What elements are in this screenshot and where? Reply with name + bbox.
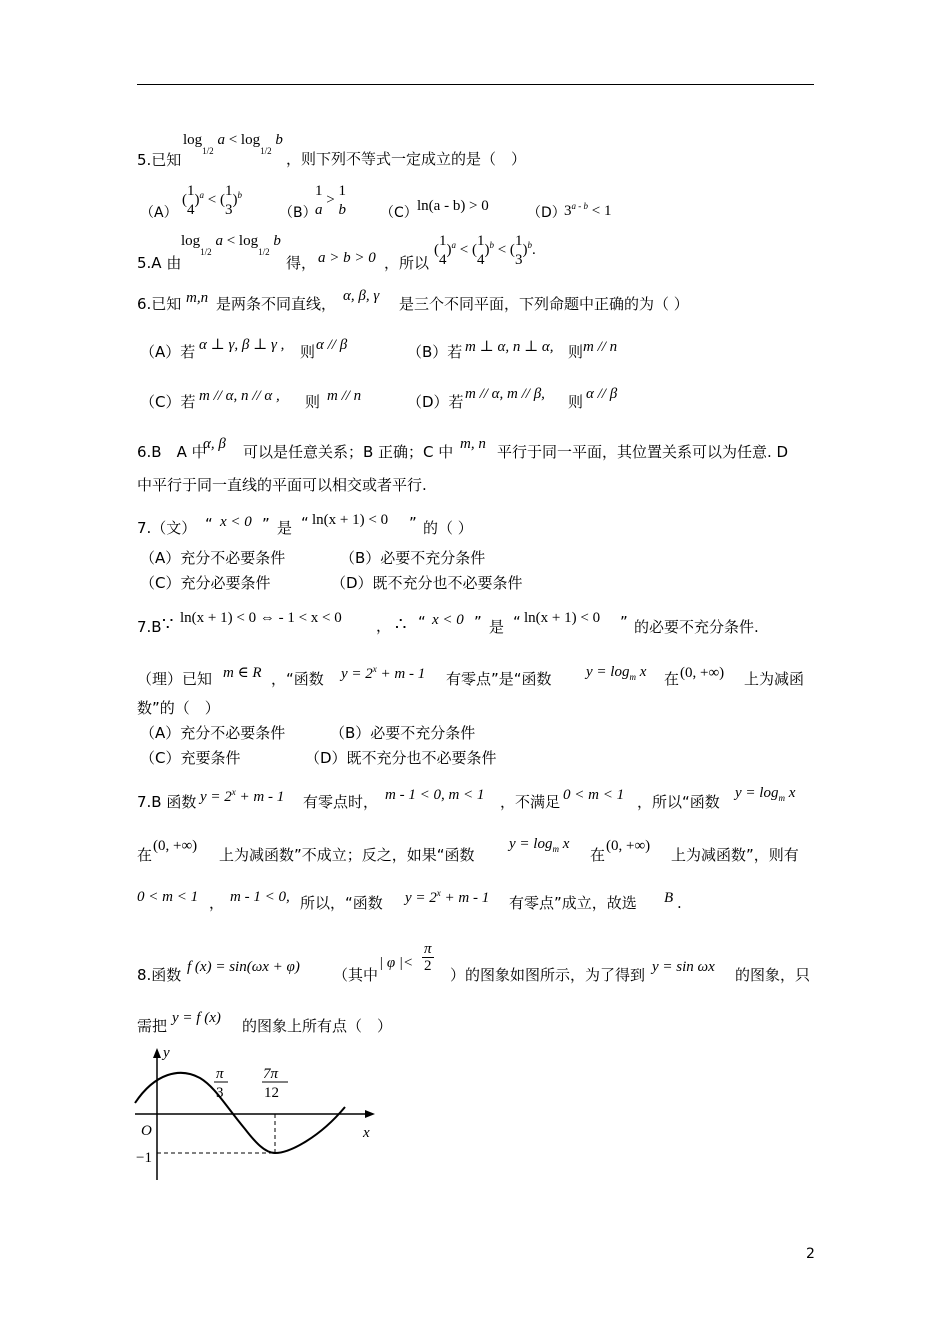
q7l-answer1-func2: $y = \log_m x$ (735, 785, 796, 803)
q7l-option-b: （B）必要不充分条件 (330, 724, 476, 742)
q7l-stem-d: 在 (664, 670, 680, 688)
q7l-stem-func1: $y = 2^x + m - 1$ (341, 664, 426, 682)
q5-label: 5.已知 (137, 151, 182, 169)
q7w-answer-quote-3: “ (513, 613, 521, 631)
q6-option-d-expr: m // α, m // β, (465, 386, 545, 402)
q5-answer-tail: ，所以 (384, 254, 430, 272)
q8-stem-c: ）的图象如图所示，为了得到 (450, 966, 646, 984)
q7w-option-b: （B）必要不充分条件 (340, 549, 486, 567)
q7l-answer2-a: 在 (137, 846, 153, 864)
q7w-option-c: （C）充分必要条件 (140, 574, 271, 592)
q7w-open-quote-2: “ (301, 514, 309, 532)
q7w-open-quote-1: “ (205, 515, 213, 533)
q6-option-c-expr: m // α, n // α , (199, 388, 280, 404)
q7w-answer-tail: 的必要不充分条件. (634, 618, 759, 636)
q7l-answer2-d: 上为减函数”，则有 (671, 846, 799, 864)
tick-pi-3-num: π (216, 1066, 224, 1082)
q7l-answer3-d: 所以，“函数 (300, 894, 383, 912)
q7l-option-a: （A）充分不必要条件 (140, 724, 286, 742)
q7l-stem-m: m ∈ R (223, 665, 262, 681)
tick-pi-3-den: 3 (216, 1085, 224, 1101)
q6-option-a-then: 则 (300, 343, 316, 361)
q5-option-c-expr: ln(a - b) > 0 (417, 198, 489, 214)
q6-option-b-expr: m ⊥ α, n ⊥ α, (465, 339, 554, 355)
q7l-answer3-c: m - 1 < 0, (230, 889, 290, 905)
q7l-stem-line2: 数”的（ ） (137, 699, 220, 717)
q5-stem-text: ，则下列不等式一定成立的是（ ） (286, 150, 527, 168)
q6-option-b-label: （B）若 (407, 343, 463, 361)
x-axis-arrow (365, 1110, 375, 1118)
q6-option-a-result: α // β (316, 337, 348, 353)
q7l-answer3-b: ， (209, 894, 225, 912)
q7w-answer-quote-4: ” (620, 613, 628, 631)
q7w-close-quote-2: ” (409, 514, 417, 532)
q5-option-b-label: （B） (279, 205, 317, 221)
q7l-answer3-dot: . (677, 894, 682, 912)
q6-option-b-result: m // n (583, 339, 618, 355)
q7l-stem-c: 有零点”是“函数 (446, 670, 552, 688)
q8-stem-abs: | φ |< (379, 955, 414, 971)
q5-answer-expr: (1 4)$^a$ < (1 4)$^b$ < (1 3)$^b$. (434, 233, 536, 268)
q7l-answer1-d: ，不满足 (500, 793, 561, 811)
q7l-answer1-prefix: 7.B 函数 (137, 793, 197, 811)
header-rule (137, 84, 814, 85)
q5-answer-label: 5.A 由 (137, 254, 182, 272)
q6-stem-prefix: 6.已知 (137, 295, 182, 313)
q5-condition: $\log_{1/2} a < \log_{1/2} b$ (183, 132, 283, 156)
q7w-answer-expr-1: x < 0 (432, 612, 464, 628)
q6-option-d-result: α // β (586, 386, 618, 402)
q7l-answer3-func: $y = 2^x + m - 1$ (405, 888, 490, 906)
q8-stem-line2-b: 的图象上所有点（ ） (242, 1017, 393, 1035)
q7w-close-quote-1: ” (262, 515, 270, 533)
q6-answer-prefix: 6.B A 中 (137, 443, 207, 461)
q6-option-d-then: 则 (568, 393, 584, 411)
q7l-answer2-b: 上为减函数”不成立；反之，如果“函数 (219, 846, 475, 864)
page-number: 2 (806, 1246, 815, 1262)
q7l-answer2-c: 在 (590, 846, 606, 864)
q7l-answer1-e: 0 < m < 1 (563, 787, 625, 803)
q6-answer-vars2: m, n (460, 436, 486, 452)
q6-option-a-expr: α ⊥ γ, β ⊥ γ , (199, 337, 285, 353)
q6-option-b-then: 则 (568, 343, 584, 361)
q6-stem-planes: α, β, γ (343, 288, 380, 304)
q8-stem-d: 的图象，只 (735, 966, 811, 984)
q5-option-c-label: （C） (380, 205, 418, 221)
neg-one-label: −1 (136, 1150, 152, 1166)
q6-option-c-label: （C）若 (140, 393, 196, 411)
q7w-answer-quote-2: ” (474, 613, 482, 631)
q7w-expr-1: x < 0 (220, 514, 252, 530)
y-axis-arrow (153, 1048, 161, 1058)
q5-option-d-label: （D） (527, 205, 566, 221)
q6-answer-tail: 平行于同一平面，其位置关系可以为任意. D (497, 443, 789, 461)
q7l-stem-func2: $y = \log_m x$ (586, 664, 647, 682)
q7w-expr-2: ln(x + 1) < 0 (312, 512, 389, 528)
q7w-answer-is: 是 (489, 618, 505, 636)
q7l-answer2-interval: (0, +∞) (153, 838, 198, 854)
q7w-therefore-symbol: ∴ (395, 614, 407, 634)
q7l-answer3-choice: B (664, 890, 674, 906)
q8-stem-function: f (x) = sin(ωx + φ) (187, 959, 300, 975)
q6-stem-mid: 是两条不同直线， (216, 295, 337, 313)
q7l-answer3-e: 有零点”成立，故选 (509, 894, 637, 912)
q7l-stem-b: ，“函数 (271, 670, 324, 688)
q7w-stem-prefix: 7.（文） (137, 519, 197, 537)
q7w-because-symbol: ∵ (162, 614, 174, 634)
q7l-stem-prefix: （理）已知 (137, 670, 213, 688)
q8-stem-target: y = sin ωx (652, 959, 715, 975)
y-axis-label: y (163, 1045, 170, 1061)
q8-stem-prefix: 8.函数 (137, 966, 182, 984)
q5-answer-inequality: a > b > 0 (318, 250, 376, 266)
q6-option-c-then: 则 (305, 393, 321, 411)
sine-curve (135, 1073, 345, 1153)
q7w-answer-expr: ln(x + 1) < 0 ⇔ - 1 < x < 0 (180, 610, 342, 626)
q7w-option-a: （A）充分不必要条件 (140, 549, 286, 567)
q7l-stem-interval: (0, +∞) (680, 665, 725, 681)
q7l-answer2-func: $y = \log_m x$ (509, 836, 570, 854)
q6-option-a-label: （A）若 (140, 343, 196, 361)
q7l-answer3-a: 0 < m < 1 (137, 889, 199, 905)
q5-option-b-expr: 1 a > 1 b (315, 183, 346, 218)
q7l-answer1-b: 有零点时， (303, 793, 379, 811)
q7l-stem-e: 上为减函 (744, 670, 805, 688)
q7l-answer1-c: m - 1 < 0, m < 1 (385, 787, 485, 803)
q5-option-a-label: （A） (140, 205, 178, 221)
q6-answer-line2: 中平行于同一直线的平面可以相交或者平行. (137, 476, 427, 494)
q7w-option-d: （D）既不充分也不必要条件 (331, 574, 523, 592)
q6-option-d-label: （D）若 (407, 393, 464, 411)
q5-answer-condition: $\log_{1/2} a < \log_{1/2} b$ (181, 233, 281, 257)
q7l-option-d: （D）既不充分也不必要条件 (305, 749, 497, 767)
tick-7pi-12-den: 12 (264, 1085, 279, 1101)
tick-7pi-12-num: 7π (263, 1066, 279, 1082)
x-axis-label: x (363, 1125, 370, 1141)
q5-option-d-expr: 3$^{a - b}$ < 1 (564, 201, 612, 219)
q8-stem-fraction: π 2 (423, 941, 432, 975)
q5-option-a-expr: (1 4)$^a$ < (1 3)$^b$ (182, 183, 242, 218)
q7w-mid: 是 (277, 519, 293, 537)
q7w-answer-comma: ， (376, 617, 392, 635)
q8-stem-line2-a: 需把 (137, 1017, 168, 1035)
q6-stem-tail: 是三个不同平面，下列命题中正确的为（ ） (399, 295, 689, 313)
q7l-answer1-f: ，所以“函数 (637, 793, 720, 811)
q7l-answer2-interval2: (0, +∞) (606, 838, 651, 854)
q6-option-c-result: m // n (327, 388, 362, 404)
q5-answer-mid: 得， (286, 254, 317, 272)
q7w-answer-expr-2: ln(x + 1) < 0 (524, 610, 601, 626)
sine-graph-figure (130, 1045, 380, 1185)
q8-stem-line2-func: y = f (x) (172, 1010, 221, 1026)
q7l-option-c: （C）充要条件 (140, 749, 241, 767)
q7w-tail: 的（ ） (423, 519, 473, 537)
q7w-answer-label: 7.B (137, 618, 162, 636)
q6-answer-vars1: α, β (203, 436, 226, 452)
q8-stem-b: （其中 (333, 966, 379, 984)
origin-label: O (141, 1123, 152, 1139)
q7w-answer-quote-1: “ (418, 613, 426, 631)
q6-stem-lines: m,n (186, 290, 209, 306)
q6-answer-mid: 可以是任意关系；B 正确；C 中 (243, 443, 454, 461)
q7l-answer1-func: $y = 2^x + m - 1$ (200, 787, 285, 805)
